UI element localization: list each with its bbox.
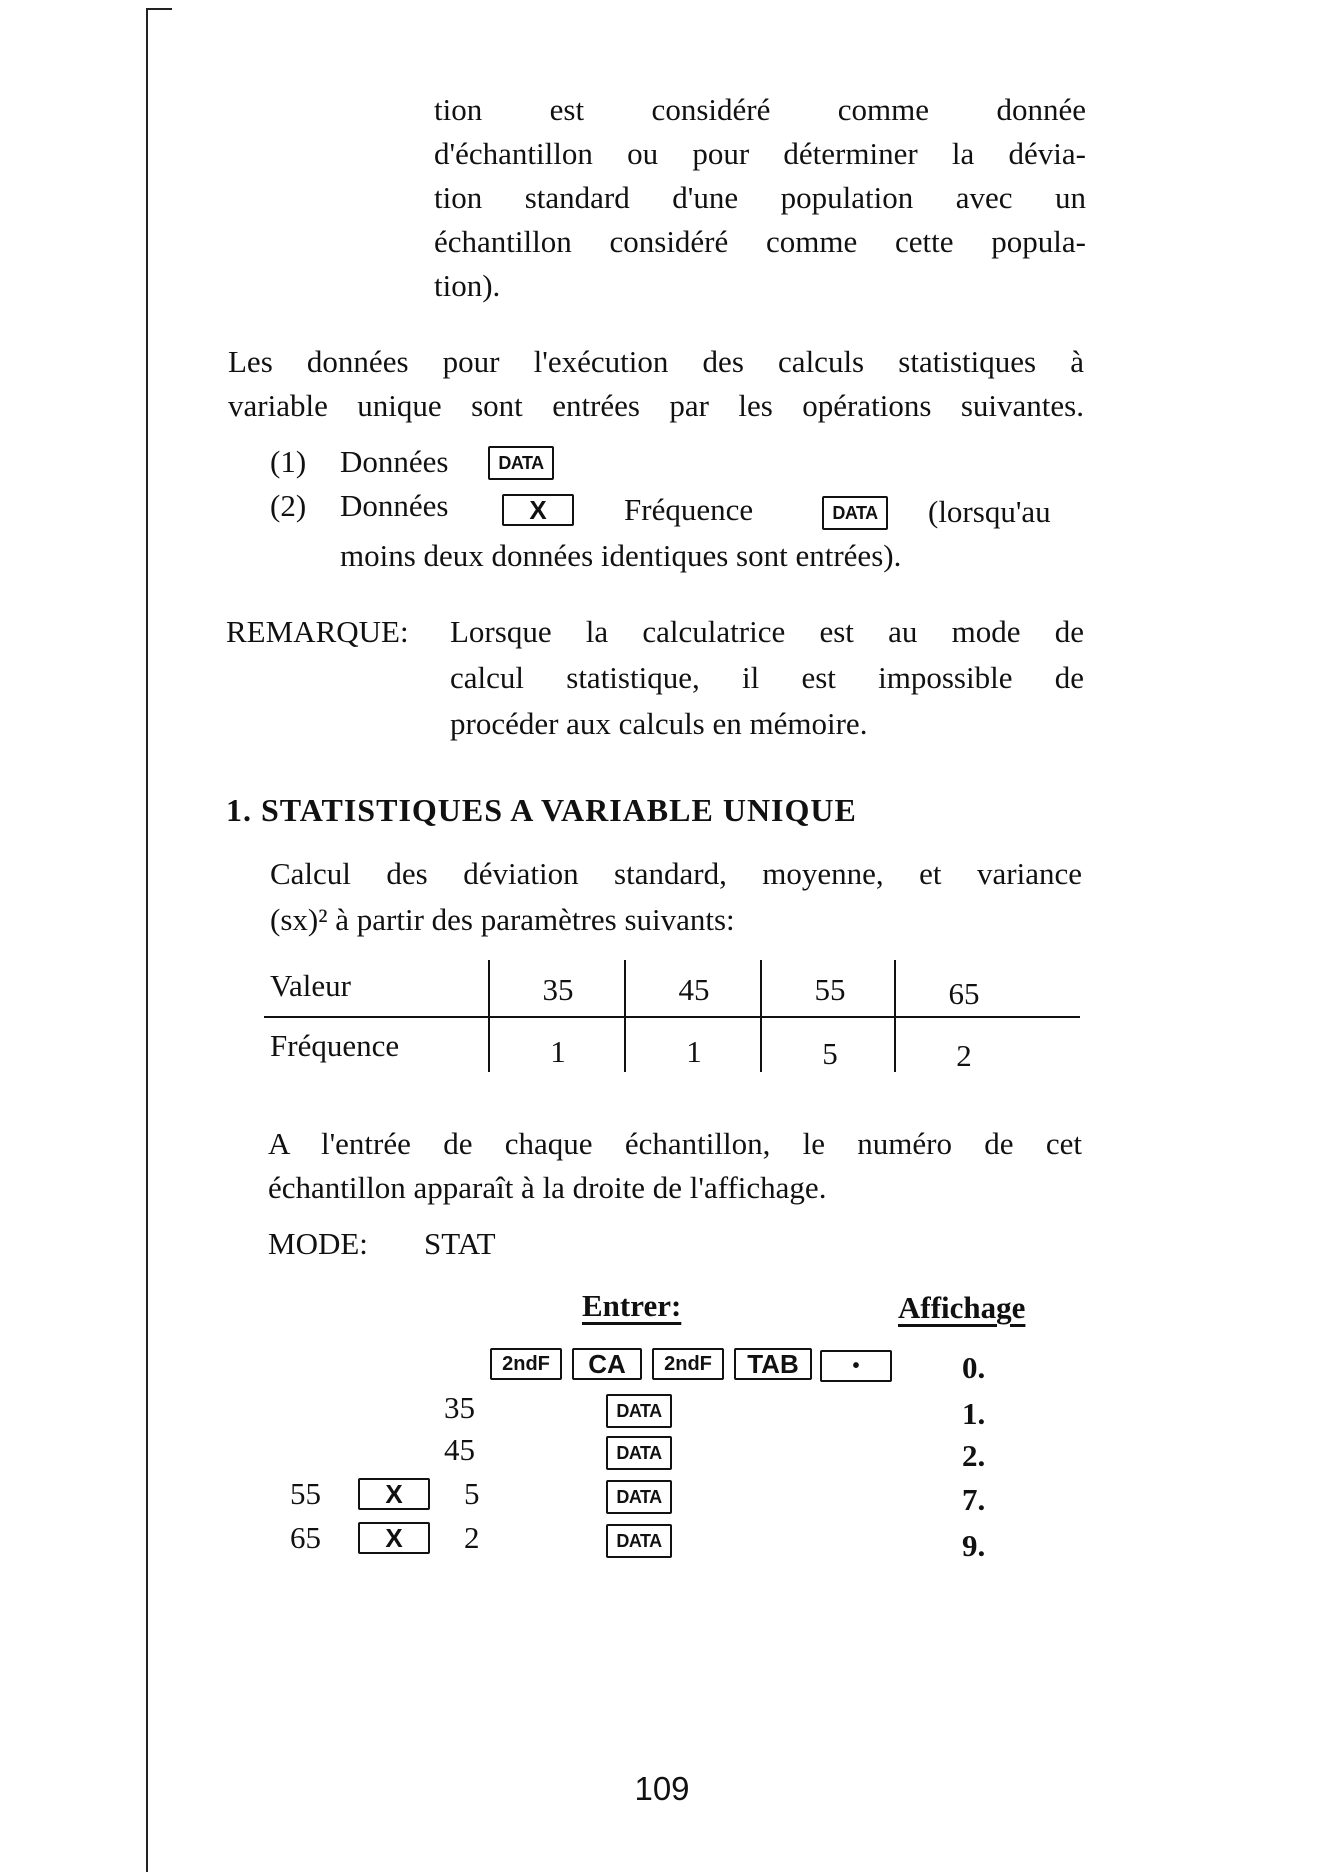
clear-all-key[interactable]: CA [572, 1348, 642, 1380]
table-value-cell: 55 [814, 972, 846, 1007]
entry-frequency: 5 [464, 1476, 480, 1511]
mode-label: MODE: [268, 1226, 368, 1261]
data-key[interactable]: DATA [822, 496, 888, 530]
entry-value: 65 [290, 1520, 321, 1555]
intro-line-1: tion est considéré comme donnée [434, 92, 1086, 127]
op2-number: (2) [270, 488, 307, 523]
op1-text: Données [340, 444, 449, 479]
remark-label: REMARQUE: [226, 614, 409, 649]
display-value: 0. [962, 1350, 986, 1385]
page-edge-horizontal [146, 8, 172, 10]
op2-frequency: Fréquence [624, 492, 754, 527]
section-desc-line-1: Calcul des déviation standard, moyenne, et variance [270, 856, 1082, 891]
op2-tail: (lorsqu'au [928, 494, 1051, 529]
entry-line-2: variable unique sont entrées par les opérations suivantes. [228, 388, 1084, 423]
remark-line-1: Lorsque la calculatrice est au mode de [450, 614, 1084, 649]
intro-line-5: tion). [434, 268, 501, 303]
remark-line-3: procéder aux calculs en mémoire. [450, 706, 868, 741]
display-value: 2. [962, 1438, 986, 1473]
remark-line-2: calcul statistique, il est impossible de [450, 660, 1084, 695]
table-value-cell: 45 [678, 972, 710, 1007]
data-key[interactable]: DATA [606, 1394, 672, 1428]
page-edge-vertical [146, 8, 148, 1872]
decimal-point-key[interactable]: • [820, 1350, 892, 1382]
intro-line-3: tion standard d'une population avec un [434, 180, 1086, 215]
table-value-cell: 35 [542, 972, 574, 1007]
table-freq-cell: 1 [686, 1034, 702, 1069]
intro-line-2: d'échantillon ou pour déterminer la dévia- [434, 136, 1086, 171]
note-line-1: A l'entrée de chaque échantillon, le numéro de cet [268, 1126, 1082, 1161]
mode-value: STAT [424, 1226, 496, 1261]
data-key[interactable]: DATA [606, 1436, 672, 1470]
multiply-key[interactable]: X [358, 1478, 430, 1510]
intro-line-4: échantillon considéré comme cette popula- [434, 224, 1086, 259]
entry-value: 45 [444, 1432, 475, 1467]
data-key[interactable]: DATA [606, 1524, 672, 1558]
display-value: 7. [962, 1482, 986, 1517]
second-function-key[interactable]: 2ndF [652, 1348, 724, 1380]
page-number: 109 [634, 1770, 690, 1807]
tab-key[interactable]: TAB [734, 1348, 812, 1380]
data-key[interactable]: DATA [488, 446, 554, 480]
display-header: Affichage [898, 1290, 1026, 1325]
entry-frequency: 2 [464, 1520, 480, 1555]
note-line-2: échantillon apparaît à la droite de l'affichage. [268, 1170, 827, 1205]
multiply-key[interactable]: X [358, 1522, 430, 1554]
table-divider [264, 1016, 1080, 1018]
second-function-key[interactable]: 2ndF [490, 1348, 562, 1380]
display-value: 9. [962, 1528, 986, 1563]
data-key[interactable]: DATA [606, 1480, 672, 1514]
section-heading: 1. STATISTIQUES A VARIABLE UNIQUE [226, 792, 857, 828]
entry-line-1: Les données pour l'exécution des calculs statistiques à [228, 344, 1084, 379]
table-freq-cell: 1 [550, 1034, 566, 1069]
op2-text: Données [340, 488, 449, 523]
table-value-cell: 65 [948, 976, 980, 1011]
op2-line-2: moins deux données identiques sont entrées). [340, 538, 902, 573]
table-freq-cell: 5 [822, 1036, 838, 1071]
display-value: 1. [962, 1396, 986, 1431]
table-row-label-frequency: Fréquence [270, 1028, 400, 1063]
table-row-label-value: Valeur [270, 968, 351, 1003]
table-freq-cell: 2 [956, 1038, 972, 1073]
enter-header: Entrer: [582, 1288, 682, 1323]
entry-value: 35 [444, 1390, 475, 1425]
section-desc-line-2: (sx)² à partir des paramètres suivants: [270, 902, 735, 937]
entry-value: 55 [290, 1476, 321, 1511]
op1-number: (1) [270, 444, 307, 479]
multiply-key[interactable]: X [502, 494, 574, 526]
